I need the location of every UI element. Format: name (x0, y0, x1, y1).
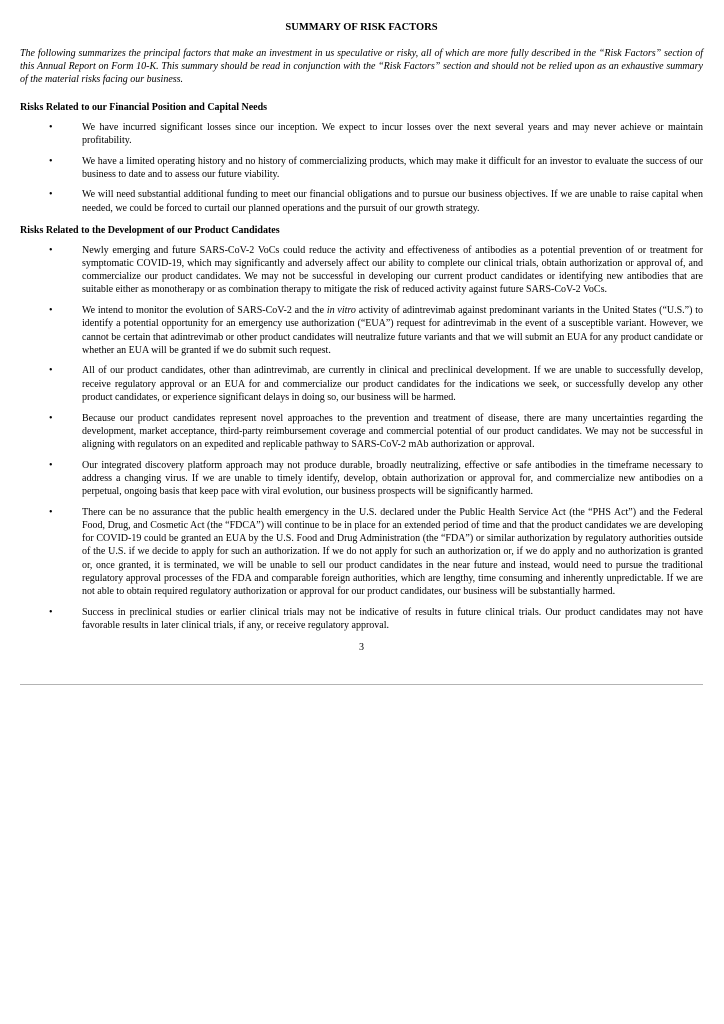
risk-text: Success in preclinical studies or earlier clinical trials may not be indicative of results in future clinical trials. Our product candidates may not have favorable results in later clinical trials, if any, or receive regulatory approval. (82, 606, 703, 631)
risk-text-part: activity of adintrevimab against predominant variants in the United States (“U.S.”) to identify a potential opportunity for an emergency use authorization (“EUA”) request for adintrevimab in the event of a susceptible variant. However, we cannot be certain that adintrevimab or other product candidates will neutralize future variants and that we will submit an EUA for any product candidate or whether an EUA will be granted if we do submit such request. (82, 305, 703, 356)
risk-item (20, 188, 703, 214)
bullet-icon: • (49, 412, 53, 424)
risk-item (20, 364, 703, 404)
risk-item (20, 459, 703, 499)
bullet-icon: • (49, 365, 53, 377)
section-heading: Risks Related to the Development of our Product Candidates (20, 224, 280, 236)
bullet-icon: • (49, 506, 53, 518)
risk-text: We have incurred significant losses since our inception. We expect to incur losses over the next several years and may never achieve or maintain profitability. (82, 121, 703, 146)
risk-text: All of our product candidates, other than adintrevimab, are currently in clinical and preclinical development. If we are unable to successfully develop, receive regulatory approval or an EUA for and commercialize our product candidates for the indications we seek, or successfully develop any other product candidates, or experience significant delays in doing so, our business will be harmed. (82, 365, 703, 403)
risk-list (20, 244, 703, 632)
risk-text (82, 305, 703, 356)
bullet-icon: • (49, 244, 53, 256)
section-heading: Risks Related to our Financial Position and Capital Needs (20, 101, 268, 113)
risk-item (20, 121, 703, 147)
risk-text: We will need substantial additional funding to meet our financial obligations and to pursue our business objectives. If we are unable to raise capital when needed, we could be forced to curtail our planned operations and the pursuit of our growth strategy. (82, 189, 703, 214)
page-title: SUMMARY OF RISK FACTORS (285, 22, 438, 33)
section-financial-position (20, 101, 703, 215)
risk-item (20, 412, 703, 452)
risk-list (20, 121, 703, 215)
risk-text: Newly emerging and future SARS-CoV-2 VoCs could reduce the activity and effectiveness of antibodies as a potential prevention of or treatment for symptomatic COVID-19, which may significantly and adversely affect our ability to complete our clinical trials, obtain authorization or approval of, and commercialize our product candidates. We may not be successful in developing our current product candidates or identifying new antibodies that are suitable either as monotherapy or as combination therapy to mitigate the risk of reduced activity against future SARS-CoV-2 VoCs. (82, 244, 703, 296)
bullet-icon: • (49, 121, 53, 133)
risk-item (20, 155, 703, 181)
bullet-icon: • (49, 305, 53, 317)
risk-item (20, 506, 703, 598)
bullet-icon: • (49, 189, 53, 201)
bullet-icon: • (49, 155, 53, 167)
page-divider (20, 684, 703, 685)
risk-text: There can be no assurance that the public health emergency in the U.S. declared under the Public Health Service Act (the “PHS Act”) and the Federal Food, Drug, and Cosmetic Act (the “FDCA”) will continue to be in place for an extended period of time and that the product candidates we are developing for COVID-19 could be granted an EUA by the U.S. Food and Drug Administration (the “FDA”) or similar authorization by regulatory authorities outside of the U.S. if we decide to apply for such an authorization. If we do not apply for such an authorization or, if we do apply and no authorization is granted or, once granted, it is terminated, we will be unable to sell our product candidates in the near future and instead, would need to pursue the traditional regulatory approval processes of the FDA and comparable foreign authorities, which are lengthy, time consuming and inherently unpredictable. If we are not able to obtain required regulatory authorization or approval for our product candidates, our business will be substantially harmed. (82, 506, 703, 597)
risk-text: Our integrated discovery platform approach may not produce durable, broadly neutralizing, effective or safe antibodies in the timeframe necessary to address a changing virus. If we are unable to timely identify, develop, obtain authorization or approval for, and commercialize new antibodies on a perpetual, ongoing basis that keep pace with viral evolution, our business prospects will be significantly harmed. (82, 459, 703, 498)
risk-text: Because our product candidates represent novel approaches to the prevention and treatment of disease, there are many uncertainties regarding the development, market acceptance, third-party reimbursement coverage and commercial potential of our product candidates. We may not be successful in aligning with regulators on an expedited and replicable pathway to SARS-CoV-2 mAb authorization or approval. (82, 412, 703, 450)
bullet-icon: • (49, 459, 53, 471)
risk-text: We have a limited operating history and no history of commercializing products, which may make it difficult for an investor to evaluate the success of our business to date and to assess our future viability. (82, 155, 703, 180)
risk-item (20, 606, 703, 632)
section-product-development (20, 224, 703, 632)
risk-item (20, 244, 703, 297)
bullet-icon: • (49, 606, 53, 618)
risk-text-part: We intend to monitor the evolution of SARS-CoV-2 and the (82, 305, 327, 317)
risk-text-italic: in vitro (326, 305, 356, 317)
risk-item (20, 304, 703, 357)
page-number: 3 (359, 642, 364, 654)
intro-paragraph: The following summarizes the principal factors that make an investment in us speculative or risky, all of which are more fully described in the “Risk Factors” section of this Annual Report on Form 10-K. This summary should be read in conjunction with the “Risk Factors” section and should not be relied upon as an exhaustive summary of the material risks facing our business. (20, 48, 703, 86)
document-page (20, 21, 703, 654)
